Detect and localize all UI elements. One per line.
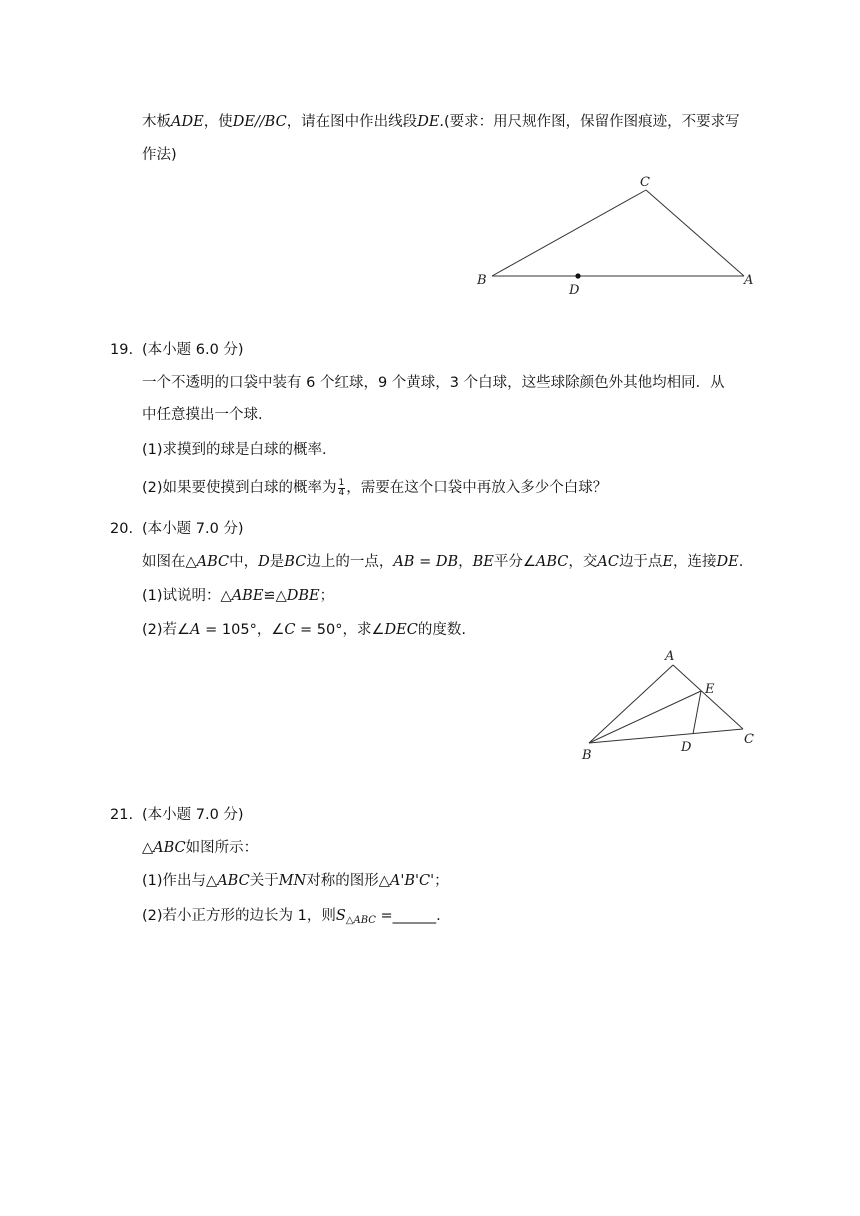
q20-part-1: (1)试说明：△ABE≌△DBE； [142, 588, 335, 604]
q20-label-D: D [681, 740, 692, 755]
q21-header: (本小题 7.0 分) [142, 807, 244, 823]
q21-part-1: (1)作出与△ABC关于MN对称的图形△A'B'C'； [142, 873, 449, 889]
q20-label-E: E [705, 682, 715, 697]
q19-part-2: (2)如果要使摸到白球的概率为 $\frac{1}{4}$ ，需要在这个口袋中再放入多少个白球？ [142, 477, 608, 498]
q18-label-A: A [744, 273, 754, 288]
q21-line-1: △ABC如图所示： [142, 840, 259, 856]
q18-line-2: 作法) [142, 147, 177, 163]
q19-part-1: (1)求摸到的球是白球的概率. [142, 442, 327, 458]
q21-number: 21. [110, 807, 134, 823]
q20-label-B: B [582, 748, 592, 763]
q20-figure-triangle [575, 645, 765, 770]
q19-fraction: $\frac{1}{4}$ [338, 477, 345, 498]
q18-label-C: C [640, 175, 650, 190]
q18-label-B: B [477, 273, 487, 288]
q21-part-2: (2)若小正方形的边长为 1，则$S_{\triangle ABC}$ =______. [142, 908, 441, 926]
q19-stem-line-2: 中任意摸出一个球. [142, 407, 263, 423]
q20-label-C: C [744, 732, 754, 747]
q20-number: 20. [110, 521, 134, 537]
q18-figure-triangle [470, 170, 760, 300]
q20-header: (本小题 7.0 分) [142, 521, 244, 537]
q19-stem-line-1: 一个不透明的口袋中装有 6 个红球，9 个黄球，3 个白球，这些球除颜色外其他均相同．从 [142, 375, 725, 391]
q19-number: 19. [110, 342, 134, 358]
q19-header: (本小题 6.0 分) [142, 342, 244, 358]
q18-label-D: D [569, 283, 580, 298]
q20-stem: 如图在△ABC中，D是BC边上的一点，AB = DB，BE平分∠ABC，交AC边于点E，连接DE. [142, 554, 744, 570]
q18-line-1: 木板ADE，使DE//BC，请在图中作出线段DE.(要求：用尺规作图，保留作图痕迹，不要求写 [142, 114, 740, 130]
q20-label-A: A [665, 649, 675, 664]
q20-part-2: (2)若∠A = 105°，∠C = 50°，求∠DEC的度数. [142, 622, 466, 638]
